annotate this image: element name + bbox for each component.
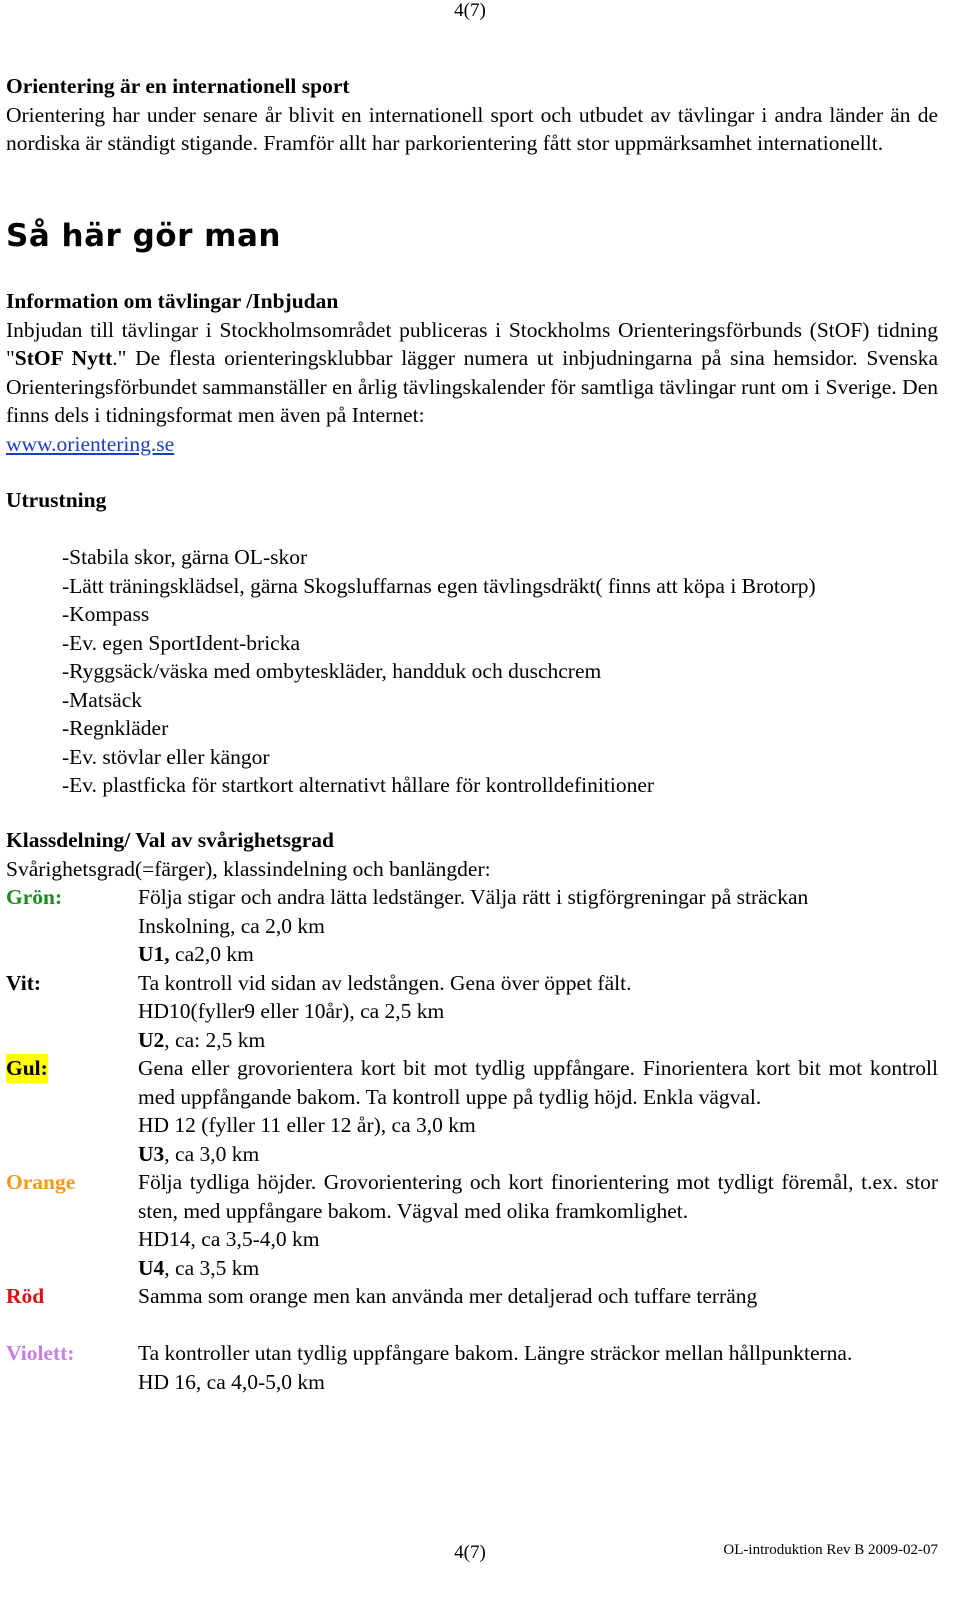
list-item: -Kompass bbox=[62, 602, 150, 626]
list-item: -Ev. plastficka för startkort alternativt hållare för kontrolldefinitioner bbox=[62, 773, 655, 797]
class-code: U4 bbox=[138, 1255, 165, 1280]
section-heading: Klassdelning/ Val av svårighetsgrad bbox=[6, 828, 334, 852]
text-part: Inbjudan till tävlingar i Stockholmsområdet publiceras i Stockholms Orienteringsförbunds (StOF) tidning " bbox=[6, 317, 938, 370]
level-class: HD14, ca 3,5-4,0 km bbox=[138, 1227, 320, 1251]
level-desc: Gena eller grovorientera kort bit mot tydlig uppfångare. Finorientera kort bit mot kontroll med uppfångande bakom. Ta kontroll uppe på tydlig höjd. Enkla vägval. bbox=[138, 1056, 938, 1109]
class-code: U2 bbox=[138, 1027, 165, 1052]
level-class: HD10(fyller9 eller 10år), ca 2,5 km bbox=[138, 999, 445, 1023]
spacer bbox=[138, 1311, 938, 1340]
class-length: ca2,0 km bbox=[169, 942, 254, 966]
level-class bbox=[138, 1254, 938, 1283]
list-item: -Ev. stövlar eller kängor bbox=[62, 744, 270, 769]
list-item: -Stabila skor, gärna OL-skor bbox=[62, 545, 308, 569]
list-item: -Matsäck bbox=[62, 687, 142, 712]
level-desc: Ta kontroller utan tydlig uppfångare bakom. Längre sträckor mellan hållpunkterna. bbox=[138, 1341, 853, 1365]
level-class bbox=[138, 1140, 938, 1169]
class-code: U3 bbox=[138, 1141, 165, 1166]
list-item: -Regnkläder bbox=[62, 716, 169, 740]
level-red bbox=[6, 1282, 938, 1339]
level-class: Inskolning, ca 2,0 km bbox=[138, 913, 325, 938]
level-white bbox=[6, 969, 938, 1055]
section-international bbox=[6, 72, 938, 158]
level-class bbox=[138, 1026, 938, 1055]
level-class: HD 16, ca 4,0-5,0 km bbox=[138, 1369, 325, 1394]
level-label: Röd bbox=[6, 1284, 45, 1308]
list-item: -Ev. egen SportIdent-bricka bbox=[62, 630, 301, 655]
section-text: Orientering har under senare år blivit en internationell sport och utbudet av tävlingar i andra länder än de nordiska är ständigt stigande. Framför allt har parkorientering fått stor uppmärksamhet internationellt. bbox=[6, 102, 938, 155]
section-intro: Svårighetsgrad(=färger), klassindelning och banlängder: bbox=[6, 856, 491, 881]
class-length: , ca: 2,5 km bbox=[164, 1027, 266, 1052]
magazine-name: StOF Nytt bbox=[14, 346, 113, 370]
class-length: , ca 3,5 km bbox=[164, 1255, 260, 1280]
level-violet bbox=[6, 1339, 938, 1396]
page-number-top: 4(7) bbox=[454, 0, 486, 21]
page-title: Så här gör man bbox=[6, 218, 281, 254]
class-length: , ca 3,0 km bbox=[164, 1141, 260, 1166]
level-label: Orange bbox=[6, 1170, 76, 1194]
page-number-bottom: 4(7) bbox=[454, 1542, 486, 1563]
text-part: ." De flesta orienteringsklubbar lägger numera ut inbjudningarna på sina hemsidor. Svenska Orienteringsförbundet sammanställer en årlig tävlingskalender för samtliga tävlingar runt om i Sverige. Den finns dels i tidningsformat men även på Internet: bbox=[6, 346, 938, 427]
section-classes bbox=[6, 826, 938, 1396]
section-invitation bbox=[6, 287, 938, 458]
level-label: Gul: bbox=[6, 1054, 48, 1083]
level-orange bbox=[6, 1168, 938, 1282]
footer-doc-info: OL-introduktion Rev B 2009-02-07 bbox=[723, 1542, 938, 1558]
section-heading-equipment: Utrustning bbox=[6, 488, 107, 512]
list-item: -Ryggsäck/väska med ombyteskläder, handduk och duschcrem bbox=[62, 659, 602, 683]
level-yellow bbox=[6, 1054, 938, 1168]
level-desc: Följa tydliga höjder. Grovorientering och kort finorientering mot tydligt föremål, t.ex. stor sten, med uppfångare bakom. Vägval med olika framkomlighet. bbox=[138, 1170, 938, 1223]
class-code: U1, bbox=[138, 942, 170, 966]
section-heading: Information om tävlingar /Inbjudan bbox=[6, 289, 339, 313]
section-text bbox=[6, 316, 938, 459]
equipment-list bbox=[62, 543, 938, 800]
list-item: -Lätt träningsklädsel, gärna Skogsluffarnas egen tävlingsdräkt( finns att köpa i Brotorp) bbox=[62, 573, 816, 598]
level-class bbox=[138, 940, 938, 969]
level-class: HD 12 (fyller 11 eller 12 år), ca 3,0 km bbox=[138, 1113, 476, 1137]
level-label: Vit: bbox=[6, 970, 42, 995]
website-link[interactable]: www.orientering.se bbox=[6, 431, 175, 456]
level-green bbox=[6, 883, 938, 969]
level-desc: Samma som orange men kan använda mer detaljerad och tuffare terräng bbox=[138, 1284, 758, 1308]
level-desc: Följa stigar och andra lätta ledstänger. Välja rätt i stigförgreningar på sträckan bbox=[138, 885, 809, 909]
level-label: Grön: bbox=[6, 885, 63, 909]
section-heading: Orientering är en internationell sport bbox=[6, 74, 350, 98]
level-label: Violett: bbox=[6, 1341, 75, 1365]
level-desc: Ta kontroll vid sidan av ledstången. Gena över öppet fält. bbox=[138, 970, 632, 995]
